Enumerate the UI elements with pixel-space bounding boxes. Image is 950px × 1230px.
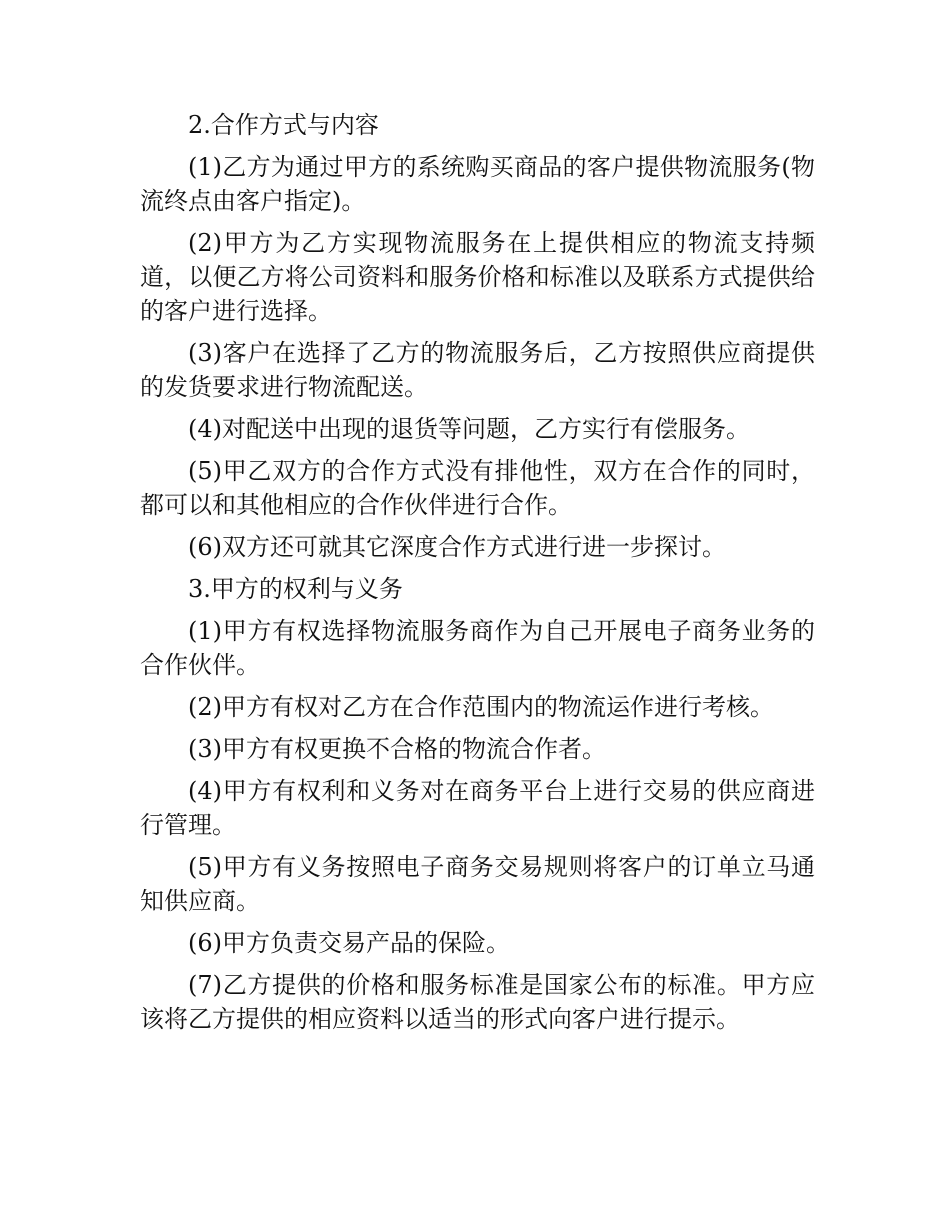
clause-paragraph: (1)甲方有权选择物流服务商作为自己开展电子商务业务的合作伙伴。 (140, 617, 815, 679)
clause-paragraph: (2)甲方为乙方实现物流服务在上提供相应的物流支持频道，以便乙方将公司资料和服务价格和标准以及联系方式提供给的客户进行选择。 (140, 229, 815, 325)
clause-paragraph: (4)甲方有权利和义务对在商务平台上进行交易的供应商进行管理。 (140, 777, 815, 839)
document-body (140, 108, 815, 1044)
clause-paragraph: (5)甲乙双方的合作方式没有排他性，双方在合作的同时，都可以和其他相应的合作伙伴进行合作。 (140, 457, 815, 519)
section-heading-cooperation: 2.合作方式与内容 (188, 111, 379, 139)
clause-paragraph: (6)双方还可就其它深度合作方式进行进一步探讨。 (188, 533, 726, 561)
clause-paragraph: (6)甲方负责交易产品的保险。 (188, 929, 510, 957)
clause-paragraph: (7)乙方提供的价格和服务标准是国家公布的标准。甲方应该将乙方提供的相应资料以适当的形式向客户进行提示。 (140, 971, 815, 1033)
clause-paragraph: (4)对配送中出现的退货等问题，乙方实行有偿服务。 (188, 415, 750, 443)
clause-paragraph: (3)甲方有权更换不合格的物流合作者。 (188, 735, 606, 763)
clause-paragraph: (3)客户在选择了乙方的物流服务后，乙方按照供应商提供的发货要求进行物流配送。 (140, 339, 815, 401)
section-heading-party-a-rights: 3.甲方的权利与义务 (188, 575, 403, 603)
clause-paragraph: (5)甲方有义务按照电子商务交易规则将客户的订单立马通知供应商。 (140, 853, 815, 915)
clause-paragraph: (1)乙方为通过甲方的系统购买商品的客户提供物流服务(物流终点由客户指定)。 (140, 153, 815, 215)
clause-paragraph: (2)甲方有权对乙方在合作范围内的物流运作进行考核。 (188, 693, 774, 721)
